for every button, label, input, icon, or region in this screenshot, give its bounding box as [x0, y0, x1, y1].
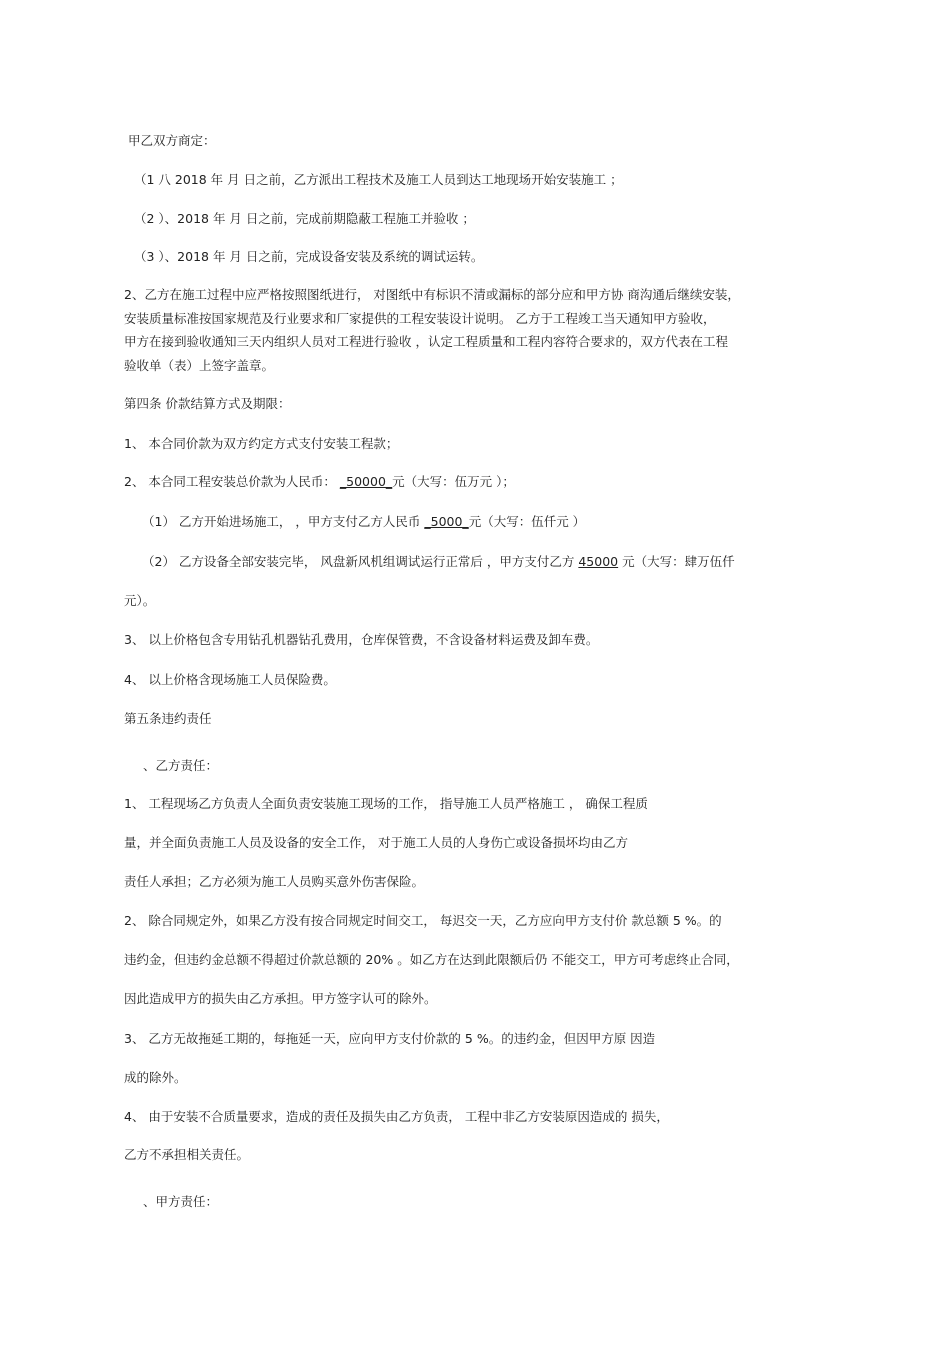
text-line: 甲乙双方商定：	[128, 133, 216, 148]
subsection-heading: 、甲方责任：	[143, 1194, 219, 1209]
text-line: 违约金，但违约金总额不得超过价款总额的 20% 。如乙方在达到此限额后仍 不能交工，甲方可考虑终止合同，	[124, 952, 739, 967]
section-heading: 第五条违约责任	[124, 711, 212, 726]
text-segment: 元（大写：肆万伍仟	[618, 554, 735, 569]
section-heading: 第四条 价款结算方式及期限：	[124, 396, 291, 411]
text-line: （2 ）、2018 年 月 日之前，完成前期隐蔽工程施工并验收 ；	[134, 211, 475, 226]
text-line: 1、 本合同价款为双方约定方式支付安装工程款；	[124, 436, 399, 451]
text-line: 乙方不承担相关责任。	[124, 1147, 250, 1162]
text-line	[142, 514, 585, 530]
text-line: 甲方在接到验收通知三天内组织人员对工程进行验收 ，认定工程质量和工程内容符合要求的，双方代表在工程	[124, 334, 728, 349]
text-line: 2、乙方在施工过程中应严格按照图纸进行， 对图纸中有标识不清或漏标的部分应和甲方协 商沟通后继续安装，	[124, 287, 740, 302]
text-segment: 2、 本合同工程安装总价款为人民币：	[124, 474, 340, 489]
text-segment: 元（大写：伍仟元 ）	[468, 514, 586, 529]
text-line: 3、 乙方无故拖延工期的，每拖延一天，应向甲方支付价款的 5 %。的违约金，但因甲方原 因造	[124, 1031, 656, 1046]
text-line: 成的除外。	[124, 1070, 187, 1085]
text-line: （3 ）、2018 年 月 日之前，完成设备安装及系统的调试运转。	[134, 249, 484, 264]
text-segment: （2） 乙方设备全部安装完毕， 风盘新风机组调试运行正常后 ，甲方支付乙方	[142, 554, 579, 569]
text-line: 1、 工程现场乙方负责人全面负责安装施工现场的工作， 指导施工人员严格施工 ， 确保工程质	[124, 796, 648, 811]
text-line: （1 八 2018 年 月 日之前，乙方派出工程技术及施工人员到达工地现场开始安装施工 ；	[134, 172, 623, 187]
text-line: 安装质量标准按国家规范及行业要求和厂家提供的工程安装设计说明。 乙方于工程竣工当天通知甲方验收，	[124, 311, 716, 326]
text-line: 元）。	[124, 593, 156, 608]
text-line: 因此造成甲方的损失由乙方承担。甲方签字认可的除外。	[124, 991, 437, 1006]
amount-total: _50000_	[339, 474, 393, 489]
text-line: 4、 以上价格含现场施工人员保险费。	[124, 672, 336, 687]
text-line	[142, 554, 735, 570]
text-line: 验收单（表）上签字盖章。	[124, 358, 275, 373]
text-line: 量，并全面负责施工人员及设备的安全工作， 对于施工人员的人身伤亡或设备损坏均由乙方	[124, 835, 628, 850]
subsection-heading: 、乙方责任：	[143, 758, 219, 773]
text-line: 4、 由于安装不合质量要求，造成的责任及损失由乙方负责， 工程中非乙方安装原因造成的 损失，	[124, 1109, 669, 1124]
text-segment: （1） 乙方开始进场施工， ，甲方支付乙方人民币	[142, 514, 425, 529]
text-line	[124, 474, 515, 490]
text-line: 2、 除合同规定外，如果乙方没有按合同规定时间交工， 每迟交一天，乙方应向甲方支付价 款总额 5 %。的	[124, 913, 722, 928]
amount-second: 45000	[578, 554, 619, 569]
text-line: 责任人承担；乙方必须为施工人员购买意外伤害保险。	[124, 874, 425, 889]
text-line: 3、 以上价格包含专用钻孔机器钻孔费用，仓库保管费，不含设备材料运费及卸车费。	[124, 632, 599, 647]
amount-first: _5000_	[424, 514, 469, 529]
text-segment: 元（大写：伍万元 ）；	[392, 474, 515, 489]
